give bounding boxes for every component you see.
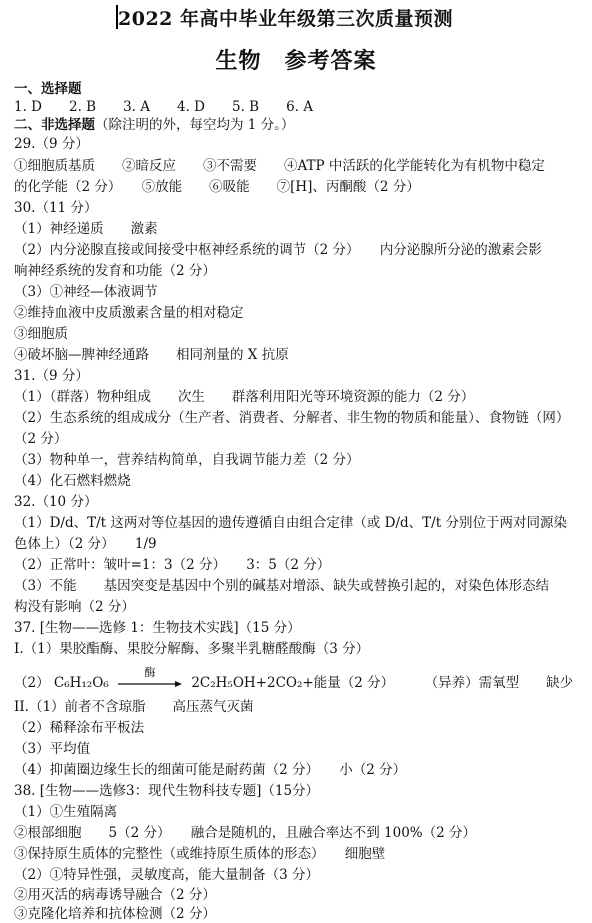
reaction-arrow [117,666,183,692]
q37-line-5: （3）平均值 [14,741,91,757]
q32-line-5: 构没有影响（2 分） [14,599,135,615]
document-subtitle: 生物 参考答案 [215,48,377,74]
q38-line-5: ②用灭活的病毒诱导融合（2 分） [14,887,216,903]
q38-line-2: ②根部细胞 5（2 分） 融合是随机的，且融合率达不到 100%（2 分） [14,825,476,841]
q32-line-2: 色体上）（2 分） 1/9 [14,536,157,552]
eq-products: 2C₂H₅OH+2CO₂+能量（2 分） [191,675,395,691]
q30-line-6: ③细胞质 [14,326,68,342]
q31-line-5: （4）化石燃料燃烧 [14,473,131,489]
eq-reactant: C₆H₁₂O₆ [53,675,109,691]
choice-answers: 1. D 2. B 3. A 4. D 5. B 6. A [14,99,314,115]
q30-line-2: （2）内分泌腺直接或间接受中枢神经系统的调节（2 分） 内分泌腺所分泌的激素会影 [14,242,542,258]
enzyme-label: 酶 [144,666,156,679]
q38-line-3: ③保持原生质体的完整性（或维持原生质体的形态） 细胞壁 [14,846,386,862]
q38-heading: 38. [生物——选修3：现代生物科技专题]（15分） [14,783,320,799]
arrow-icon [117,680,183,688]
q31-line-2: （2）生态系统的组成成分（生产者、消费者、分解者、非生物的物质和能量）、食物链（网） [14,410,570,426]
q30-line-5: ②维持血液中皮质激素含量的相对稳定 [14,305,244,321]
q30-line-4: （3）①神经—体液调节 [14,284,158,300]
q31-line-1: （1）（群落）物种组成 次生 群落利用阳光等环境资源的能力（2 分） [14,389,475,405]
exam-title: 2022 年高中毕业年级第三次质量预测 [118,8,453,30]
q38-line-1: （1）①生殖隔离 [14,804,118,820]
section1-heading: 一、选择题 [14,81,82,97]
q37-line-1: I.（1）果胶酯酶、果胶分解酶、多聚半乳糖醛酸酶（3 分） [14,641,370,657]
q31-line-3: （2 分） [14,431,68,447]
q32-line-4: （3）不能 基因突变是基因中个别的碱基对增添、缺失或替换引起的，对染色体形态结 [14,578,550,594]
q37-line-3: II.（1）前者不含琼脂 高压蒸气灭菌 [14,699,254,715]
q30-line-7: ④破坏脑—脾神经通路 相同剂量的 X 抗原 [14,347,289,363]
q37-line-4: （2）稀释涂布平板法 [14,720,145,736]
q37-heading: 37. [生物——选修 1：生物技术实践]（15 分） [14,620,301,636]
q29-heading: 29.（9 分） [14,136,89,152]
q30-heading: 30.（11 分） [14,200,98,216]
q30-line-1: （1）神经递质 激素 [14,221,158,237]
q30-line-3: 响神经系统的发育和功能（2 分） [14,263,216,279]
q38-line-6: ③克隆化培养和抗体检测（2 分） [14,906,216,922]
q32-heading: 32.（10 分） [14,494,98,510]
section2-heading: 二、非选择题 [14,117,95,133]
q37-equation-line [14,666,574,692]
q32-line-1: （1）D/d、T/t 这两对等位基因的遗传遵循自由组合定律（或 D/d、T/t 分别位于两对同源染 [14,515,567,531]
q31-line-4: （3）物种单一，营养结构简单，自我调节能力差（2 分） [14,452,360,468]
q29-line-1: ①细胞质基质 ②暗反应 ③不需要 ④ATP 中活跃的化学能转化为有机物中稳定 [14,158,545,174]
q38-line-4: （2）①特异性强，灵敏度高，能大量制备（3 分） [14,867,319,883]
q32-line-3: （2）正常叶：皱叶=1：3（2 分） 3：5（2 分） [14,557,331,573]
section2-heading-line [14,116,294,134]
section2-note: （除注明的外，每空均为 1 分。） [95,117,295,133]
q37-line-6: （4）抑菌圈边缘生长的细菌可能是耐药菌（2 分） 小（2 分） [14,762,407,778]
eq-prefix: （2） [14,675,50,691]
eq-suffix: （异养）需氧型 缺少 [424,675,574,691]
q29-line-2: 的化学能（2 分） ⑤放能 ⑥吸能 ⑦[H]、丙酮酸（2 分） [14,179,420,195]
q31-heading: 31.（9 分） [14,368,89,384]
